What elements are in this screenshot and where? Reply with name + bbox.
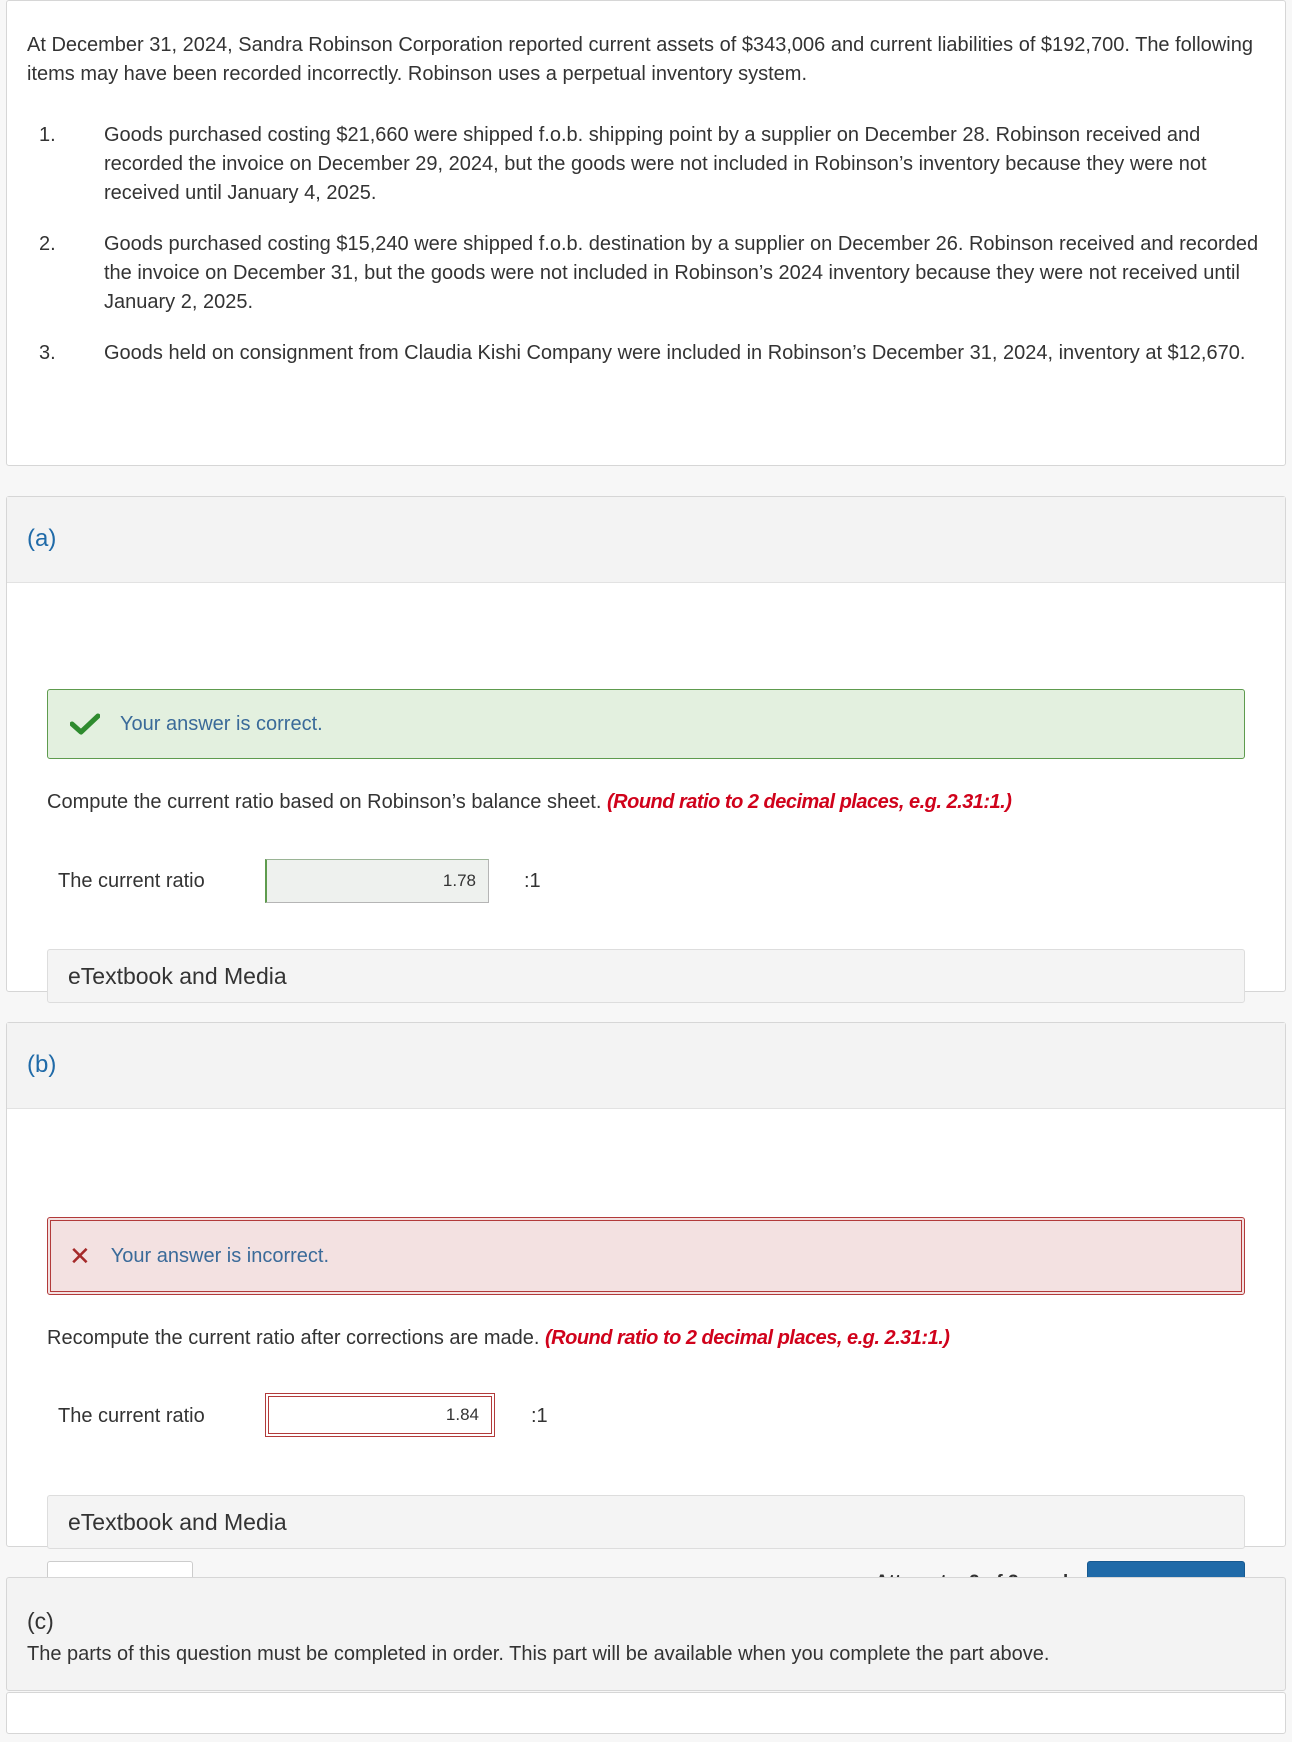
item-number: 1.	[39, 124, 56, 146]
problem-item	[27, 339, 1263, 368]
part-c-card	[6, 1577, 1286, 1691]
part-c-message: The parts of this question must be completed in order. This part will be available when you complete the part above.	[27, 1643, 1050, 1665]
feedback-text: Your answer is incorrect.	[110, 1244, 330, 1267]
part-b-card	[6, 1022, 1286, 1547]
part-c-footer	[6, 1692, 1286, 1734]
ratio-suffix: :1	[531, 1405, 548, 1427]
correct-feedback	[47, 689, 1245, 759]
round-note: (Round ratio to 2 decimal places, e.g. 2.31:1.)	[607, 791, 1012, 813]
ratio-label: The current ratio	[58, 1405, 205, 1427]
part-a-header: (a)	[7, 497, 1285, 583]
problem-item	[27, 230, 1263, 317]
ratio-suffix: :1	[524, 870, 541, 892]
x-mark-icon: ✕	[69, 1241, 91, 1271]
part-a-instruction	[47, 791, 1011, 814]
part-b-header: (b)	[7, 1023, 1285, 1109]
incorrect-feedback	[47, 1217, 1245, 1295]
part-a-card	[6, 496, 1286, 992]
item-number: 3.	[39, 342, 56, 364]
current-ratio-input[interactable]	[265, 1393, 495, 1437]
problem-statement	[6, 0, 1286, 466]
etextbook-media-link[interactable]: eTextbook and Media	[47, 1495, 1245, 1549]
current-ratio-input[interactable]	[265, 859, 489, 903]
part-c-header: (c)	[27, 1608, 54, 1634]
feedback-text: Your answer is correct.	[120, 712, 323, 735]
problem-items	[27, 121, 1263, 368]
item-text: Goods purchased costing $15,240 were shipped f.o.b. destination by a supplier on December 26. Robinson received and recorded the invoice on December 31, but the goods were not included in Robinson’s 2024 inventory because they were not received until January 2, 2025.	[104, 233, 1259, 313]
etextbook-media-link[interactable]: eTextbook and Media	[47, 949, 1245, 1003]
problem-intro: At December 31, 2024, Sandra Robinson Corporation reported current assets of $343,006 and current liabilities of $192,700. The following items may have been recorded incorrectly. Robinson uses a perpetual inventory system.	[27, 34, 1253, 85]
item-text: Goods purchased costing $21,660 were shipped f.o.b. shipping point by a supplier on December 28. Robinson received and recorded the invoice on December 29, 2024, but the goods were not included in Robinson’s inventory because they were not received until January 4, 2025.	[104, 124, 1207, 204]
instruction-text: Compute the current ratio based on Robinson’s balance sheet.	[47, 791, 602, 813]
checkmark-icon	[70, 713, 100, 735]
ratio-label: The current ratio	[58, 870, 205, 892]
instruction-text: Recompute the current ratio after corrections are made.	[47, 1327, 540, 1349]
round-note: (Round ratio to 2 decimal places, e.g. 2.31:1.)	[545, 1327, 950, 1349]
item-number: 2.	[39, 233, 56, 255]
part-b-instruction	[47, 1327, 949, 1350]
item-text: Goods held on consignment from Claudia Kishi Company were included in Robinson’s December 31, 2024, inventory at $12,670.	[104, 342, 1246, 364]
problem-item	[27, 121, 1263, 208]
